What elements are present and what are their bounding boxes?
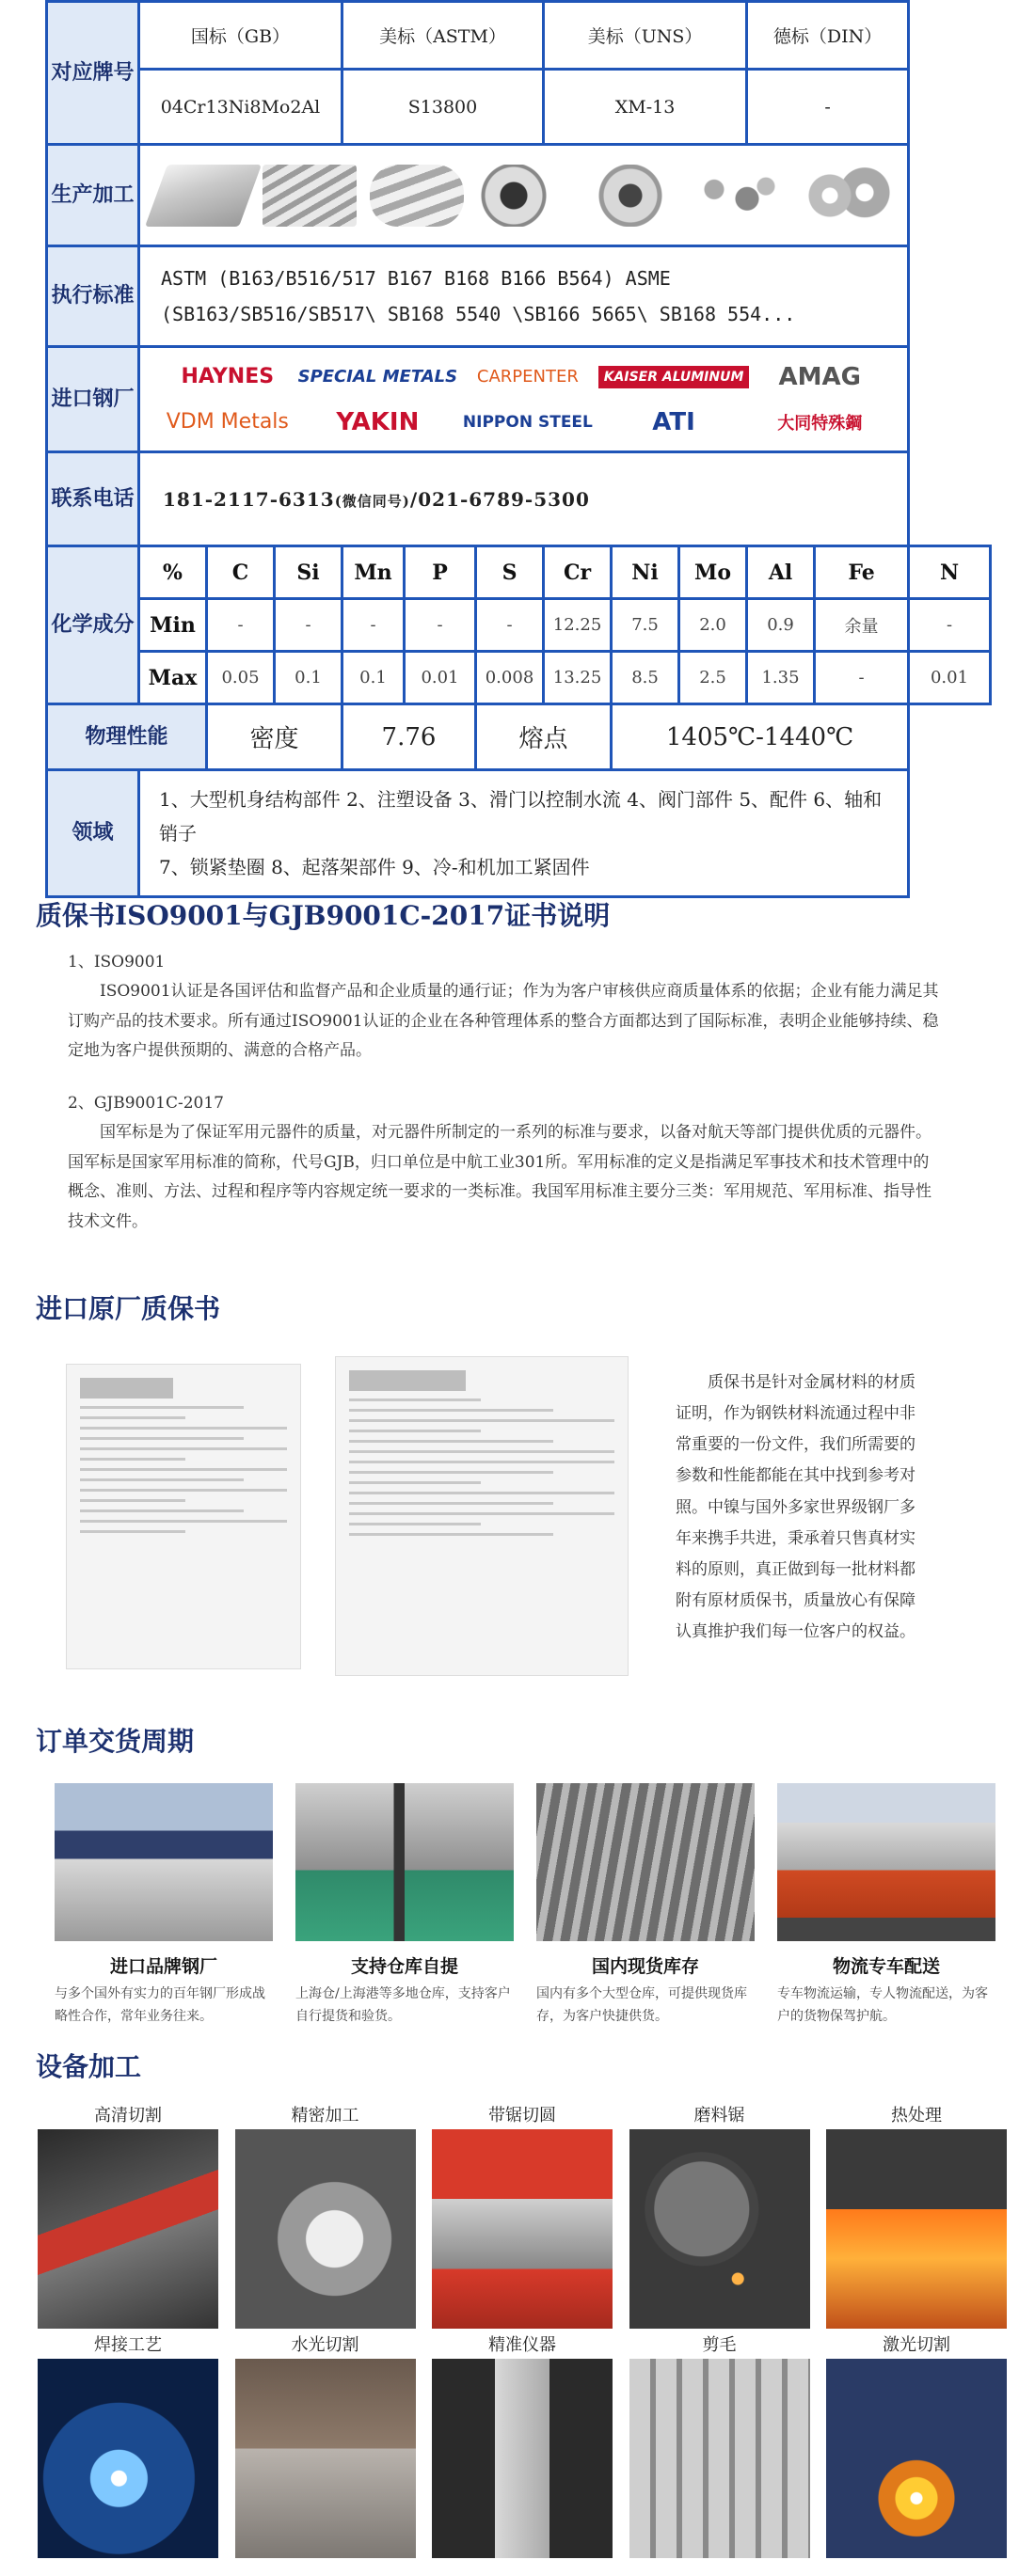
melting-label: 熔点	[476, 704, 612, 770]
chem-header: Mn	[342, 546, 405, 599]
chem-header: Al	[747, 546, 815, 599]
iso-item1-text: ISO9001认证是各国评估和监督产品和企业质量的通行证；作为为客户审核供应商质量体系的依据；企业有能力满足其订购产品的技术要求。所有通过ISO9001认证的企业在各种管理体系的整合方面都达到了国际标准，表明企业能够持续、稳定地为客户提供预期的、满意的合格产品。	[68, 982, 939, 1061]
band-saw-photo	[432, 2129, 613, 2329]
iso-item1-title: 1、ISO9001	[68, 953, 166, 972]
chem-min-cell: 12.25	[544, 599, 612, 652]
equipment-title: 高清切割	[94, 2106, 162, 2126]
chem-header: S	[476, 546, 544, 599]
chem-max-cell: 1.35	[747, 652, 815, 704]
laser-cutting-photo	[826, 2359, 1007, 2558]
kaiser-logo: KAISER ALUMINUM	[598, 366, 750, 388]
carpenter-logo: CARPENTER	[476, 367, 579, 387]
chem-header: Ni	[612, 546, 679, 599]
grade-header-astm: 美标（ASTM）	[342, 2, 544, 70]
chem-min-cell: 7.5	[612, 599, 679, 652]
chem-min-cell: -	[342, 599, 405, 652]
delivery-card-title: 支持仓库自提	[350, 1956, 458, 1977]
melting-value: 1405℃-1440℃	[612, 704, 909, 770]
delivery-card-title: 物流专车配送	[832, 1956, 940, 1977]
mills-logos	[139, 347, 909, 452]
yakin-logo: YAKIN	[336, 407, 420, 436]
import-section-title: 进口原厂质保书	[36, 1293, 221, 1324]
waterjet-photo	[235, 2359, 416, 2558]
delivery-card-desc: 与多个国外有实力的百年钢厂形成战略性合作，常年业务往来。	[55, 1986, 265, 2024]
chem-header: P	[405, 546, 476, 599]
chem-max-label: Max	[139, 652, 207, 704]
heat-treatment-photo	[826, 2129, 1007, 2329]
abrasive-saw-photo	[629, 2129, 810, 2329]
chem-max-cell: 0.01	[909, 652, 991, 704]
precision-instrument-photo	[432, 2359, 613, 2558]
chem-max-cell: 8.5	[612, 652, 679, 704]
tube-product-image	[370, 165, 464, 227]
shearing-photo	[629, 2359, 810, 2558]
grade-header-uns: 美标（UNS）	[544, 2, 747, 70]
density-label: 密度	[207, 704, 342, 770]
chem-min-cell: -	[405, 599, 476, 652]
chem-header: %	[139, 546, 207, 599]
haynes-logo: HAYNES	[181, 365, 275, 388]
equipment-card	[38, 2332, 218, 2558]
grade-value-gb: 04Cr13Ni8Mo2Al	[139, 70, 342, 145]
equipment-row-1	[38, 2103, 1007, 2329]
chem-header: Si	[275, 546, 342, 599]
equipment-row-2	[38, 2332, 1007, 2558]
special-metals-logo: SPECIAL METALS	[297, 367, 458, 387]
equipment-card	[432, 2332, 613, 2558]
equipment-title: 激光切割	[883, 2335, 950, 2355]
delivery-card	[777, 1783, 995, 2029]
equipment-card	[826, 2103, 1007, 2329]
equipment-card	[826, 2332, 1007, 2558]
equipment-title: 剪毛	[702, 2335, 737, 2355]
iso-section-title: 质保书ISO9001与GJB9001C-2017证书说明	[36, 900, 611, 931]
chemistry-label: 化学成分	[47, 546, 139, 704]
equipment-card	[235, 2332, 416, 2558]
delivery-card	[536, 1783, 755, 2029]
fields-line-2: 7、锁紧垫圈 8、起落架部件 9、冷-和机加工紧固件	[159, 856, 590, 878]
fields-label: 领域	[47, 770, 139, 897]
nippon-steel-logo: NIPPON STEEL	[462, 412, 593, 432]
delivery-card-desc: 国内有多个大型仓库，可提供现货库存，为客户快捷供货。	[536, 1986, 747, 2024]
equipment-title: 精准仪器	[488, 2335, 556, 2355]
contact-phone[interactable]	[139, 452, 909, 546]
fields-text	[139, 770, 909, 897]
machining-photo	[235, 2129, 416, 2329]
chem-max-cell: 0.01	[405, 652, 476, 704]
chem-header: Fe	[815, 546, 909, 599]
truck-photo	[777, 1783, 995, 1941]
grade-value-uns: XM-13	[544, 70, 747, 145]
grade-header-gb: 国标（GB）	[139, 2, 342, 70]
chem-min-label: Min	[139, 599, 207, 652]
equipment-card	[432, 2103, 613, 2329]
mill-certificate-image	[66, 1364, 301, 1669]
contact-label: 联系电话	[47, 452, 139, 546]
equipment-card	[629, 2332, 810, 2558]
wechat-note: (微信同号)	[334, 492, 410, 510]
landline-number: /021-6789-5300	[409, 487, 590, 511]
production-images	[139, 145, 909, 246]
spec-table	[45, 0, 992, 898]
delivery-card-desc: 上海仓/上海港等多地仓库，支持客户自行提货和验货。	[295, 1986, 511, 2024]
stock-photo	[536, 1783, 755, 1941]
delivery-cards	[55, 1783, 995, 2029]
delivery-card	[55, 1783, 273, 2029]
density-value: 7.76	[342, 704, 476, 770]
chem-max-cell: 0.05	[207, 652, 275, 704]
chem-max-cell: -	[815, 652, 909, 704]
chem-min-cell: -	[275, 599, 342, 652]
chem-header: C	[207, 546, 275, 599]
chem-min-cell: 余量	[815, 599, 909, 652]
chem-header: Mo	[679, 546, 747, 599]
grade-value-astm: S13800	[342, 70, 544, 145]
steel-mill-photo	[55, 1783, 273, 1941]
chem-header: N	[909, 546, 991, 599]
grade-value-din: -	[747, 70, 909, 145]
vdm-logo: VDM Metals	[166, 410, 289, 434]
iso-item2-text: 国军标是为了保证军用元器件的质量，对元器件所制定的一系列的标准与要求，以备对航天等部门提供优质的元器件。国军标是国家军用标准的简称，代号GJB，归口单位是中航工业301所。军用标准的定义是指满足军事技术和技术管理中的概念、准则、方法、过程和程序等内容规定统一要求的一类标准。我国军用标准主要分三类：军用规范、军用标准、指导性技术文件。	[68, 1123, 932, 1231]
grade-header-din: 德标（DIN）	[747, 2, 909, 70]
daido-logo: 大同特殊鋼	[777, 413, 863, 434]
fastener-product-image	[691, 165, 785, 227]
iso-section-body	[68, 948, 943, 1237]
sheet-product-image	[145, 165, 262, 227]
equipment-title: 磨料锯	[693, 2106, 745, 2126]
welding-photo	[38, 2359, 218, 2558]
amag-logo: AMAG	[778, 362, 861, 391]
coil-product-image	[476, 165, 570, 227]
mobile-number: 181-2117-6313	[163, 487, 335, 511]
chem-max-cell: 2.5	[679, 652, 747, 704]
equipment-title: 带锯切圆	[488, 2106, 556, 2126]
chem-min-cell: -	[476, 599, 544, 652]
delivery-card-title: 国内现货库存	[591, 1956, 699, 1977]
chem-max-cell: 0.1	[342, 652, 405, 704]
equipment-title: 精密加工	[291, 2106, 359, 2126]
equipment-card	[629, 2103, 810, 2329]
chem-min-cell: 0.9	[747, 599, 815, 652]
chem-max-cell: 13.25	[544, 652, 612, 704]
chem-max-cell: 0.008	[476, 652, 544, 704]
physical-label: 物理性能	[47, 704, 207, 770]
equipment-card	[235, 2103, 416, 2329]
cutting-photo	[38, 2129, 218, 2329]
wire-spool-image	[583, 165, 677, 227]
chem-min-cell: -	[207, 599, 275, 652]
chem-header: Cr	[544, 546, 612, 599]
equipment-title: 焊接工艺	[94, 2335, 162, 2355]
chem-max-cell: 0.1	[275, 652, 342, 704]
import-certificate-text: 质保书是针对金属材料的材质证明，作为钢铁材料流通过程中非常重要的一份文件，我们所需要的参数和性能都能在其中找到参考对照。中镍与国外多家世界级钢厂多年来携手共进，秉承着只售真材实料的原则，真正做到每一批材料都附有原材质保书，质量放心有保障认真推护我们每一位客户的权益。	[676, 1373, 916, 1642]
equipment-card	[38, 2103, 218, 2329]
standards-label: 执行标准	[47, 246, 139, 347]
production-label: 生产加工	[47, 145, 139, 246]
delivery-section-title: 订单交货周期	[36, 1726, 195, 1757]
standards-text: ASTM (B163/B516/517 B167 B168 B166 B564) ASME (SB163/SB516/SB517\ SB168 5540 \SB166 5665\ SB168 554...	[139, 246, 909, 347]
chem-min-cell: -	[909, 599, 991, 652]
equipment-title: 热处理	[891, 2106, 942, 2126]
bar-product-image	[263, 165, 357, 227]
chem-min-cell: 2.0	[679, 599, 747, 652]
delivery-card-title: 进口品牌钢厂	[109, 1956, 217, 1977]
delivery-card	[295, 1783, 514, 2029]
fields-line-1: 1、大型机身结构部件 2、注塑设备 3、滑门以控制水流 4、阀门部件 5、配件 6、轴和销子	[159, 788, 883, 845]
vdm-certificate-image	[335, 1356, 629, 1676]
equipment-title: 水光切割	[291, 2335, 359, 2355]
delivery-card-desc: 专车物流运输，专人物流配送，为客户的货物保驾护航。	[777, 1986, 988, 2024]
ati-logo: ATI	[652, 407, 695, 436]
mills-label: 进口钢厂	[47, 347, 139, 452]
equipment-section-title: 设备加工	[36, 2051, 142, 2082]
iso-item2-title: 2、GJB9001C-2017	[68, 1093, 224, 1113]
grade-label: 对应牌号	[47, 2, 139, 145]
warehouse-photo	[295, 1783, 514, 1941]
flange-product-image	[797, 165, 891, 227]
